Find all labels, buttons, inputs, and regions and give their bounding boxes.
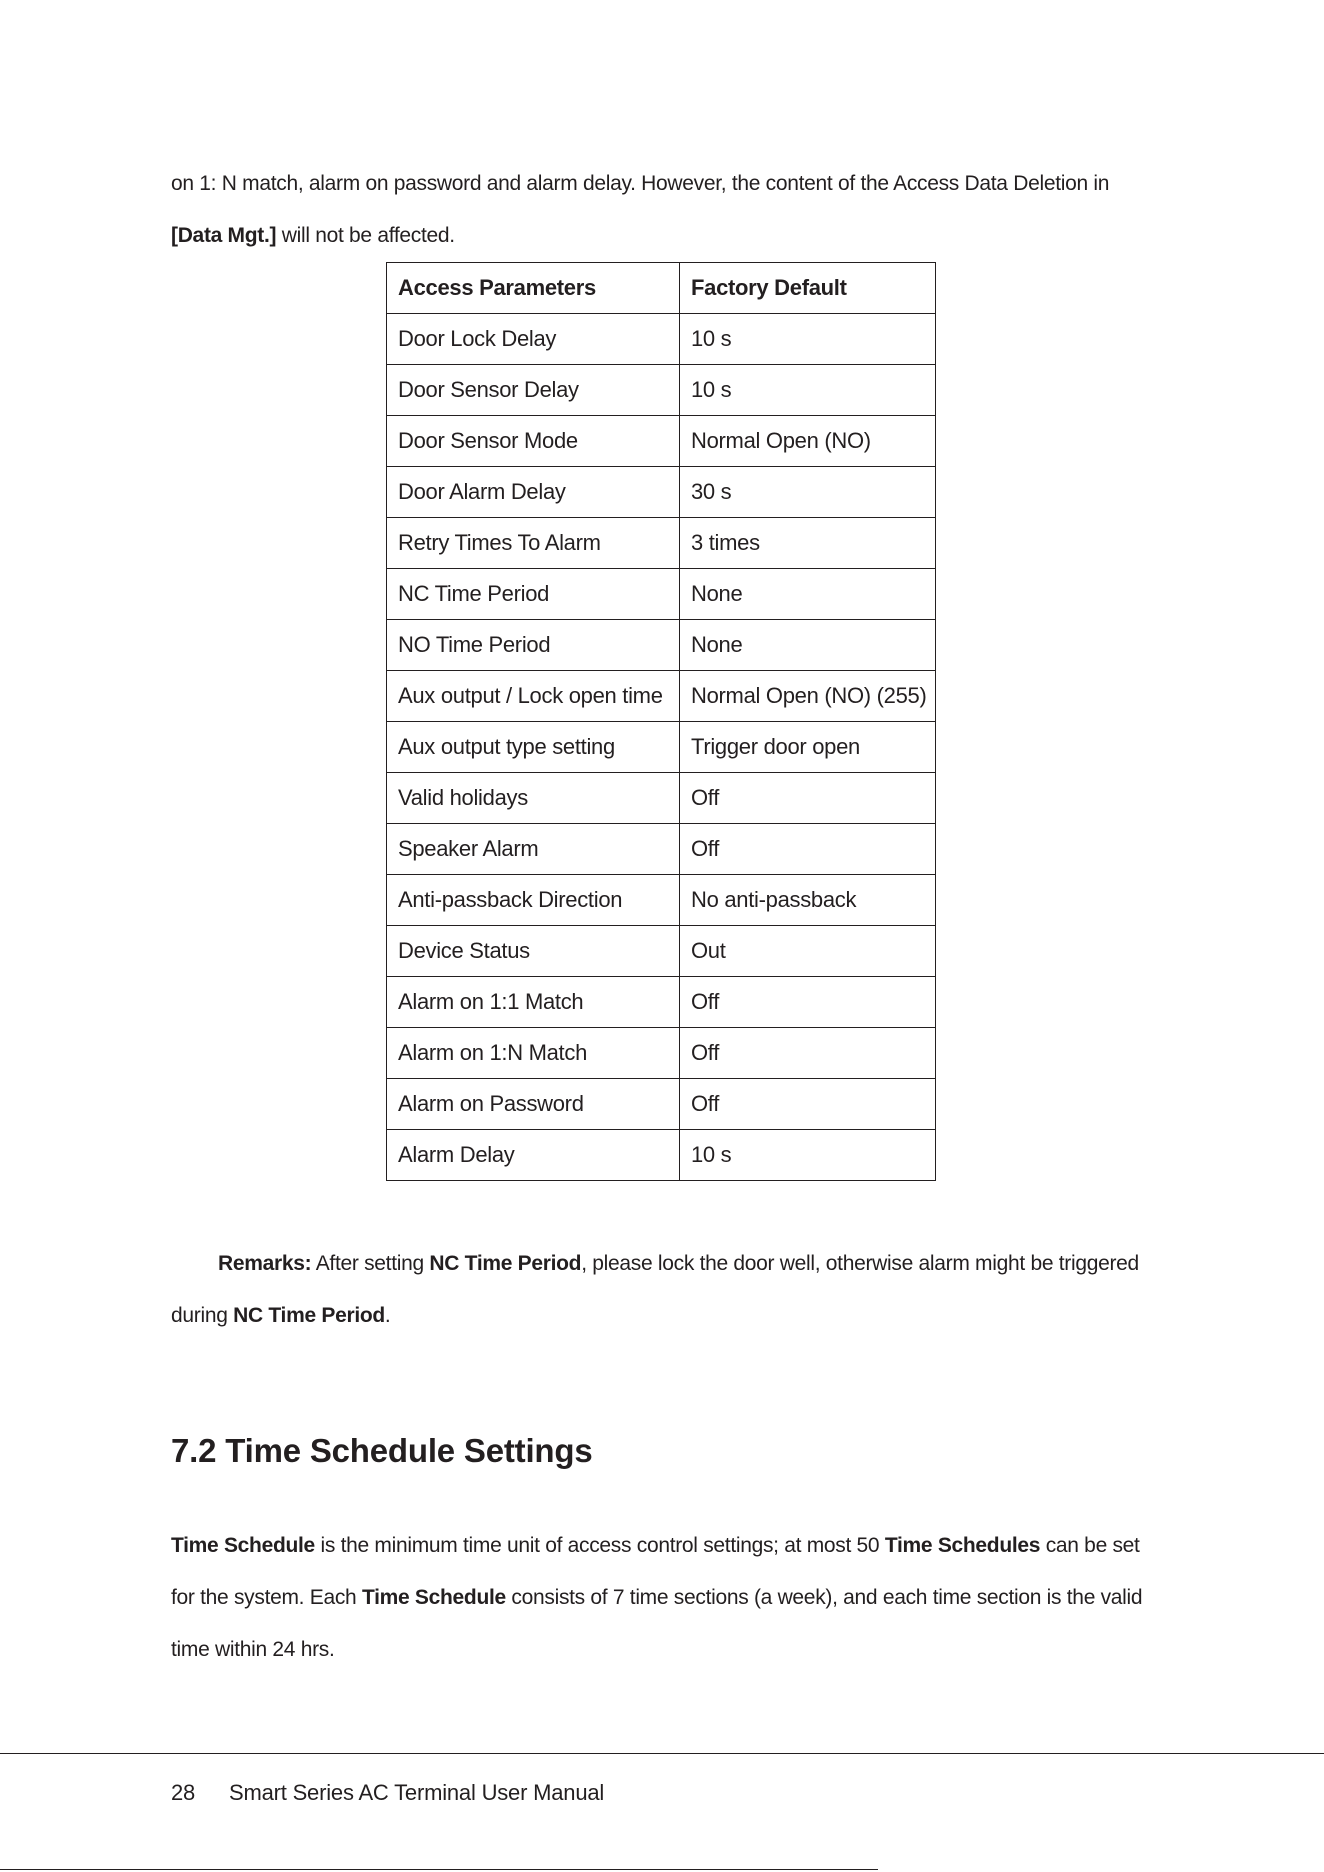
page-footer: [171, 1780, 604, 1806]
bottom-divider: [0, 1869, 878, 1870]
table-row: [387, 416, 936, 467]
intro-rest: will not be affected.: [276, 224, 455, 247]
data-mgt-ref: [Data Mgt.]: [171, 224, 277, 247]
factory-default-cell: None: [680, 620, 936, 671]
factory-default-cell: None: [680, 569, 936, 620]
param-name-cell: Alarm on Password: [387, 1079, 680, 1130]
manual-title: Smart Series AC Terminal User Manual: [229, 1780, 605, 1805]
param-name-cell: NC Time Period: [387, 569, 680, 620]
param-name-cell: NO Time Period: [387, 620, 680, 671]
factory-default-cell: Off: [680, 1028, 936, 1079]
col-header-parameter: Access Parameters: [387, 263, 680, 314]
table-row: [387, 824, 936, 875]
table-row: [387, 569, 936, 620]
factory-default-cell: Out: [680, 926, 936, 977]
table-row: [387, 875, 936, 926]
time-schedule-paragraph: [171, 1520, 1161, 1676]
table-row: [387, 518, 936, 569]
remarks-label: Remarks:: [218, 1252, 312, 1275]
param-name-cell: Door Alarm Delay: [387, 467, 680, 518]
table-row: [387, 1028, 936, 1079]
remarks-bold-1: NC Time Period: [429, 1252, 582, 1275]
param-name-cell: Door Sensor Mode: [387, 416, 680, 467]
table-row: [387, 977, 936, 1028]
param-name-cell: Door Lock Delay: [387, 314, 680, 365]
table-row: [387, 467, 936, 518]
ts-text-1: is the minimum time unit of access control settings; at most 50: [314, 1534, 885, 1557]
param-name-cell: Retry Times To Alarm: [387, 518, 680, 569]
table-row: [387, 1130, 936, 1181]
param-name-cell: Door Sensor Delay: [387, 365, 680, 416]
ts-bold-1: Time Schedule: [171, 1534, 315, 1557]
remarks-text-1: After setting: [311, 1252, 430, 1275]
param-name-cell: Alarm on 1:N Match: [387, 1028, 680, 1079]
factory-default-cell: No anti-passback: [680, 875, 936, 926]
param-name-cell: Valid holidays: [387, 773, 680, 824]
remarks-paragraph: [171, 1238, 1161, 1342]
table-row: [387, 671, 936, 722]
param-name-cell: Device Status: [387, 926, 680, 977]
section-heading: 7.2 Time Schedule Settings: [171, 1432, 593, 1469]
ts-bold-2: Time Schedules: [884, 1534, 1041, 1557]
ts-text-2: can be set for the system. Each: [171, 1534, 1140, 1609]
factory-default-cell: Off: [680, 1079, 936, 1130]
remarks-text-2: , please lock the door well, otherwise alarm might be triggered during: [171, 1252, 1139, 1327]
table-row: [387, 1079, 936, 1130]
page-number: 28: [171, 1780, 196, 1805]
factory-default-cell: Off: [680, 824, 936, 875]
table-row: [387, 926, 936, 977]
param-name-cell: Alarm Delay: [387, 1130, 680, 1181]
ts-bold-3: Time Schedule: [361, 1586, 506, 1609]
table-row: [387, 722, 936, 773]
remarks-bold-2: NC Time Period: [233, 1304, 385, 1327]
factory-default-cell: Normal Open (NO) (255): [680, 671, 936, 722]
col-header-default: Factory Default: [680, 263, 936, 314]
table-row: [387, 773, 936, 824]
factory-default-cell: 10 s: [680, 314, 936, 365]
table-row: [387, 620, 936, 671]
intro-paragraph: [171, 158, 1161, 262]
factory-default-cell: Normal Open (NO): [680, 416, 936, 467]
table-header-row: [387, 263, 936, 314]
factory-default-cell: Off: [680, 773, 936, 824]
param-name-cell: Aux output type setting: [387, 722, 680, 773]
footer-divider: [0, 1753, 1324, 1754]
factory-default-cell: 3 times: [680, 518, 936, 569]
param-name-cell: Speaker Alarm: [387, 824, 680, 875]
param-name-cell: Aux output / Lock open time: [387, 671, 680, 722]
ts-text-3: consists of 7 time sections (a week), and each time section is the valid time within 24 hrs.: [171, 1586, 1143, 1661]
intro-line1: on 1: N match, alarm on password and alarm delay. However, the content of the Access Data Deletion in: [171, 172, 1110, 195]
factory-default-cell: 10 s: [680, 365, 936, 416]
factory-default-cell: 30 s: [680, 467, 936, 518]
param-name-cell: Anti-passback Direction: [387, 875, 680, 926]
remarks-text-3: .: [384, 1304, 391, 1327]
access-parameters-table: [386, 262, 936, 1181]
param-name-cell: Alarm on 1:1 Match: [387, 977, 680, 1028]
table-row: [387, 314, 936, 365]
table-row: [387, 365, 936, 416]
factory-default-cell: Trigger door open: [680, 722, 936, 773]
factory-default-cell: Off: [680, 977, 936, 1028]
factory-default-cell: 10 s: [680, 1130, 936, 1181]
